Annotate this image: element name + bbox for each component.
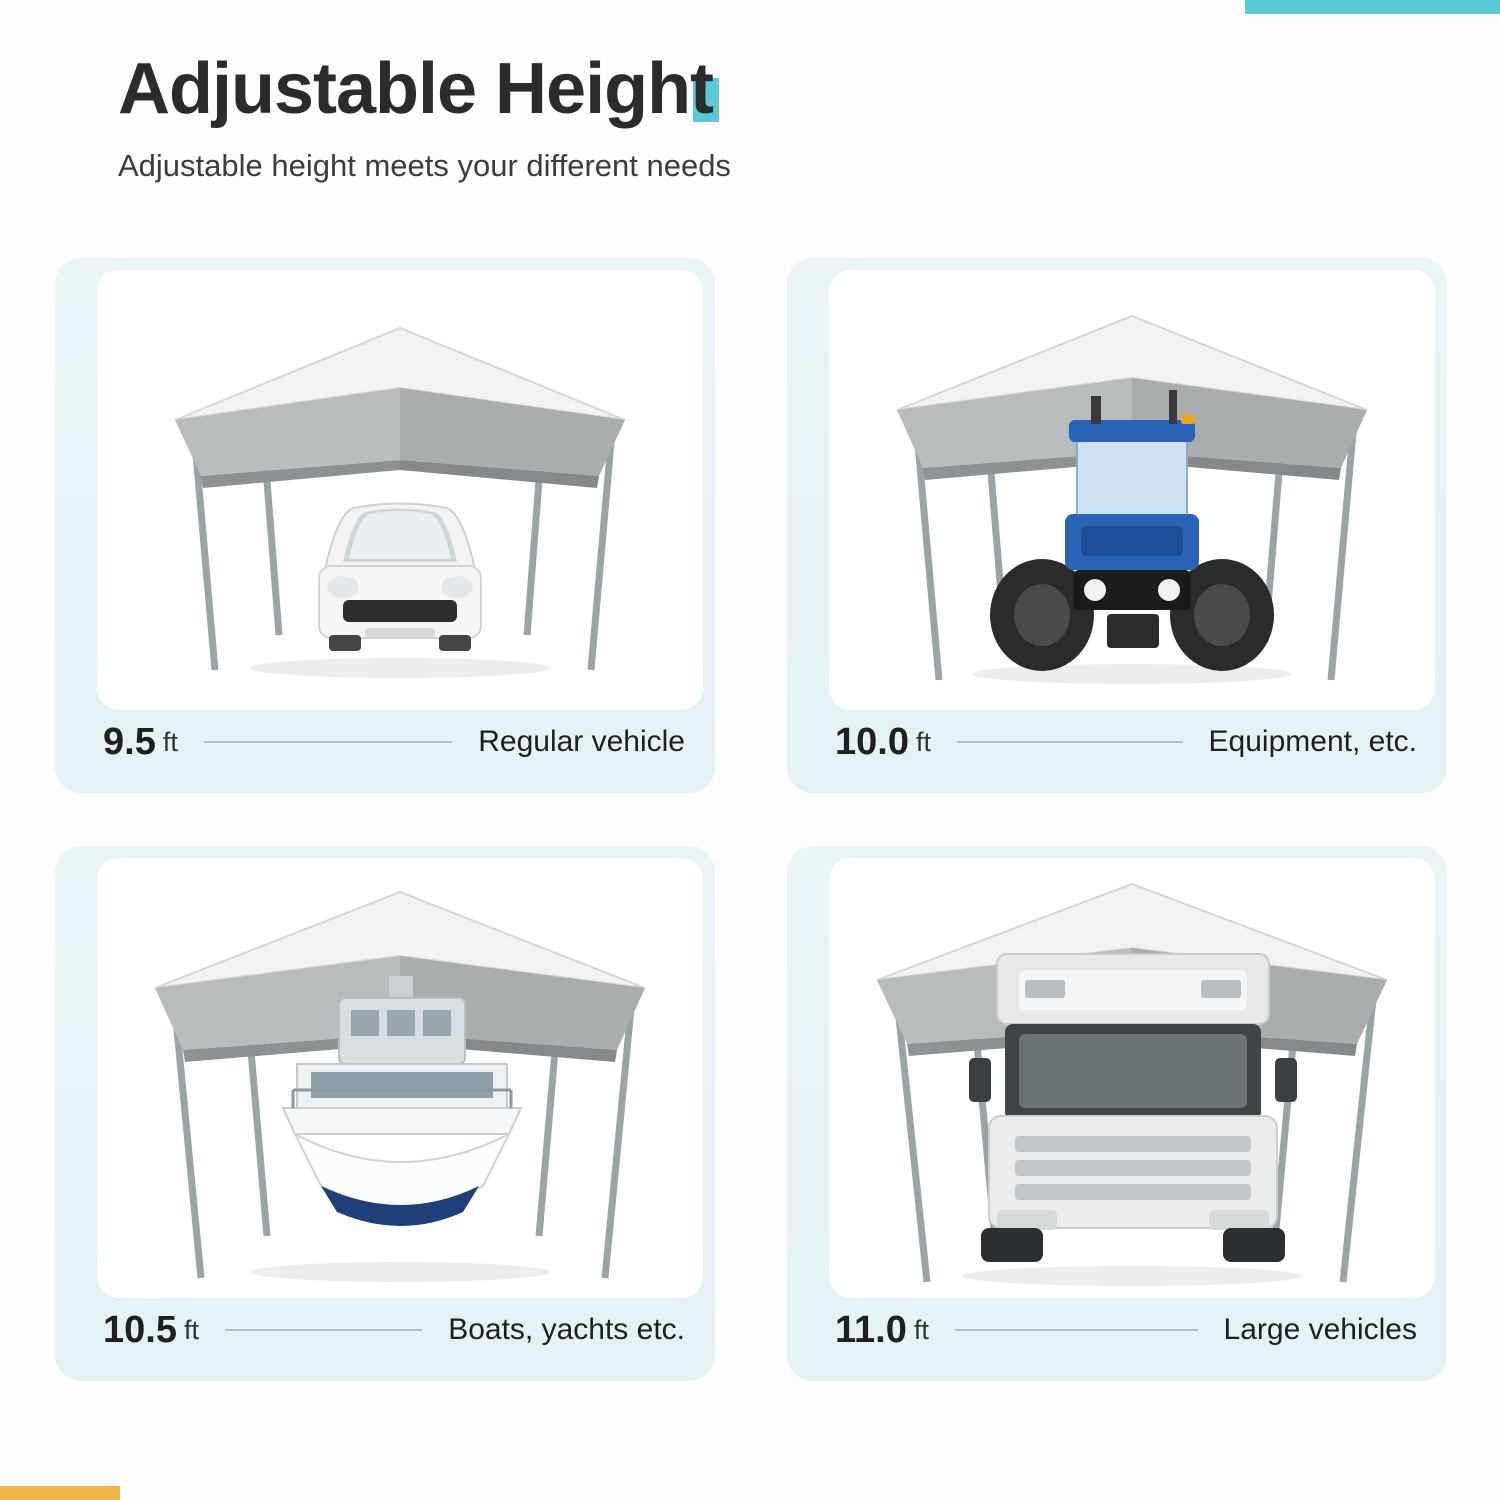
page-header <box>118 49 731 184</box>
top-right-accent-bar <box>1245 0 1500 14</box>
height-value: 10.5 <box>103 1308 177 1351</box>
card-regular-vehicle <box>55 258 715 793</box>
caption-divider <box>955 1329 1198 1331</box>
card-caption <box>55 717 715 767</box>
card-caption <box>787 717 1447 767</box>
height-value: 10.0 <box>835 720 909 763</box>
carport-with-tractor-illustration <box>829 270 1435 710</box>
card-equipment <box>787 258 1447 793</box>
card-image-area <box>829 858 1435 1298</box>
caption-text: Large vehicles <box>1223 1313 1417 1346</box>
caption-divider <box>957 741 1183 743</box>
height-unit: ft <box>915 726 931 757</box>
height-unit: ft <box>183 1314 199 1345</box>
card-boats <box>55 846 715 1381</box>
card-image-area <box>829 270 1435 710</box>
height-value: 9.5 <box>103 720 156 763</box>
card-image-area <box>97 270 703 710</box>
card-caption <box>787 1305 1447 1355</box>
feature-card-grid <box>55 258 1447 1381</box>
carport-with-car-illustration <box>97 270 703 710</box>
page-subtitle: Adjustable height meets your different needs <box>118 147 731 183</box>
title-row <box>118 49 714 129</box>
card-image-area <box>97 858 703 1298</box>
carport-with-boat-illustration <box>97 858 703 1298</box>
card-large-vehicles <box>787 846 1447 1381</box>
height-value: 11.0 <box>835 1308 907 1351</box>
caption-text: Equipment, etc. <box>1208 725 1417 758</box>
caption-divider <box>204 741 452 743</box>
carport-with-truck-illustration <box>829 858 1435 1298</box>
bottom-left-accent-bar <box>0 1486 120 1500</box>
caption-text: Regular vehicle <box>478 725 685 758</box>
card-caption <box>55 1305 715 1355</box>
caption-divider <box>225 1329 422 1331</box>
page-title: Adjustable Height <box>118 49 714 129</box>
height-unit: ft <box>162 726 178 757</box>
caption-text: Boats, yachts etc. <box>448 1313 685 1346</box>
height-unit: ft <box>913 1314 929 1345</box>
